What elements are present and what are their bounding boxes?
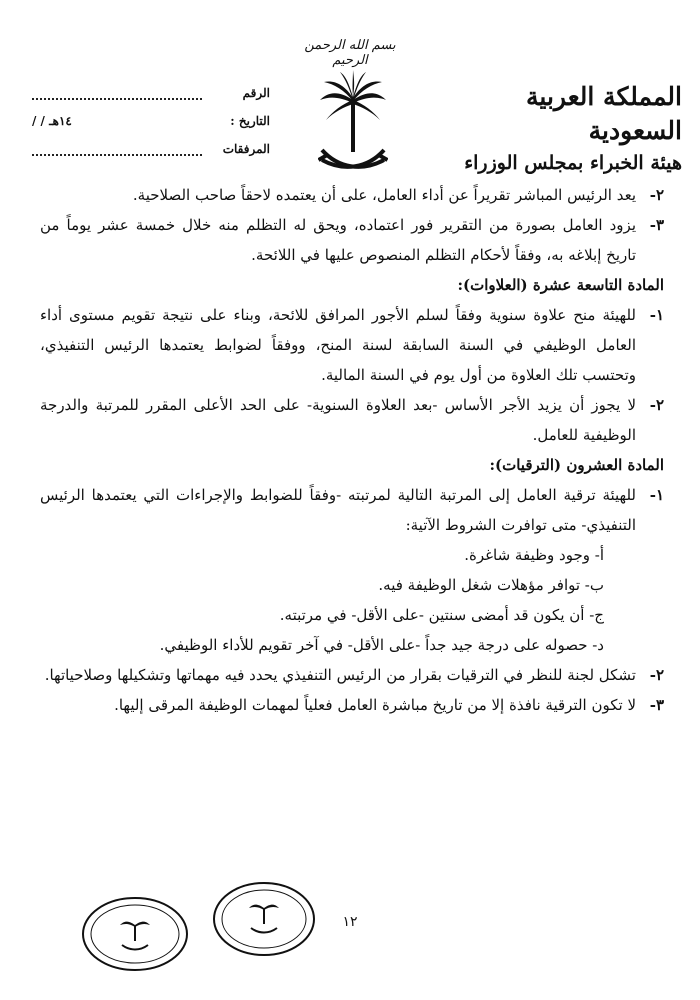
article-20-item-3 bbox=[40, 690, 664, 720]
ref-number-label: الرقم bbox=[242, 86, 270, 100]
bismillah: بسم الله الرحمن الرحيم bbox=[304, 38, 396, 68]
condition-c: ج- أن يكون قد أمضى سنتين -على الأقل- في مرتبته. bbox=[279, 606, 604, 624]
condition-a: أ- وجود وظيفة شاغرة. bbox=[464, 546, 604, 564]
paragraph-text: لا تكون الترقية نافذة إلا من تاريخ مباشرة العامل فعلياً لمهمات الوظيفة المرقى إليها. bbox=[114, 696, 636, 714]
reference-block bbox=[30, 86, 270, 170]
condition-d: د- حصوله على درجة جيد جداً -على الأقل- في آخر تقويم للأداء الوظيفي. bbox=[159, 636, 604, 654]
article-19-item-2 bbox=[40, 390, 664, 450]
attachments-row bbox=[30, 142, 270, 170]
date-value: / / ١٤هـ bbox=[32, 114, 72, 128]
paragraph-number: ٢- bbox=[649, 186, 664, 204]
article-20-item-2 bbox=[40, 660, 664, 690]
official-seal-1 bbox=[80, 895, 190, 973]
article-20-item-1 bbox=[40, 480, 664, 540]
date-label: التاريخ : bbox=[230, 114, 270, 128]
paragraph-text: يزود العامل بصورة من التقرير فور اعتماده، ويحق له التظلم منه خلال خمسة عشر يوماً من تاريخ إبلاغه به، وفقاً لأحكام التظلم المنصوص عليها في اللائحة. bbox=[40, 216, 636, 264]
page-number: ١٢ bbox=[342, 914, 358, 930]
paragraph-text: للهيئة ترقية العامل إلى المرتبة التالية لمرتبته -وفقاً للضوابط والإجراءات التي يعتمدها الرئيس التنفيذي- متى توافرت الشروط الآتية: bbox=[40, 486, 636, 534]
paragraph-number: ٢- bbox=[649, 666, 664, 684]
paragraph-text: يعد الرئيس المباشر تقريراً عن أداء العامل، على أن يعتمده لاحقاً صاحب الصلاحية. bbox=[132, 186, 636, 204]
paragraph-number: ١- bbox=[649, 486, 664, 504]
paragraph-3 bbox=[40, 210, 664, 270]
paragraph-number: ١- bbox=[649, 306, 664, 324]
org-line-2: هيئة الخبراء بمجلس الوزراء bbox=[464, 152, 682, 174]
article-19-heading: المادة التاسعة عشرة (العلاوات): bbox=[457, 276, 664, 294]
attachments-label: المرفقات bbox=[222, 142, 270, 156]
saudi-emblem-icon bbox=[318, 70, 388, 182]
paragraph-2 bbox=[40, 180, 664, 210]
paragraph-text: لا يجوز أن يزيد الأجر الأساس -بعد العلاوة السنوية- على الحد الأعلى المقرر للمرتبة والدرجة الوظيفية للعامل. bbox=[40, 396, 636, 444]
date-row bbox=[30, 114, 270, 142]
paragraph-text: للهيئة منح علاوة سنوية وفقاً لسلم الأجور المرافق للائحة، وبناء على نتيجة تقويم مستوى أداء العامل الوظيفي في السنة السابقة لسنة المنح، ووفقاً لضوابط يعتمدها الرئيس التنفيذي، وتحتسب تلك العلاوة من أول يوم في السنة المالية. bbox=[40, 306, 636, 384]
article-20-heading: المادة العشرون (الترقيات): bbox=[489, 456, 664, 474]
official-seal-2 bbox=[212, 880, 317, 958]
attachments-line bbox=[32, 154, 202, 156]
organization-name bbox=[432, 80, 682, 178]
paragraph-number: ٢- bbox=[649, 396, 664, 414]
document-body bbox=[40, 180, 664, 720]
paragraph-text: تشكل لجنة للنظر في الترقيات بقرار من الرئيس التنفيذي يحدد فيه مهماتها وتشكيلها وصلاحياتها. bbox=[44, 666, 636, 684]
condition-b: ب- توافر مؤهلات شغل الوظيفة فيه. bbox=[378, 576, 604, 594]
article-19-item-1 bbox=[40, 300, 664, 390]
ref-number-line bbox=[32, 98, 202, 100]
paragraph-number: ٣- bbox=[649, 696, 664, 714]
ref-number-row bbox=[30, 86, 270, 114]
org-line-1: المملكة العربية السعودية bbox=[526, 82, 682, 145]
paragraph-number: ٣- bbox=[649, 216, 664, 234]
